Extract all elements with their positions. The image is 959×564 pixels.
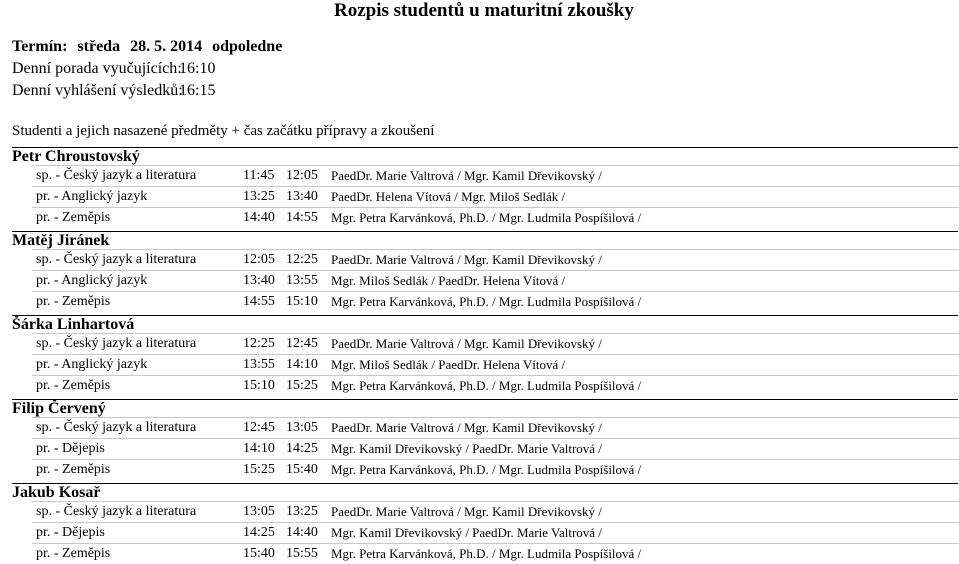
exam-term-day: středa [77, 38, 121, 55]
subject-name: pr. - Zeměpis [36, 210, 111, 225]
results-announcement-label: Denní vyhlášení výsledků: [12, 82, 183, 99]
prep-start-time: 12:25 [243, 336, 275, 351]
subject-row [0, 270, 959, 291]
subject-row [0, 207, 959, 228]
exam-term-row [12, 38, 282, 56]
committee-members: Mgr. Petra Karvánková, Ph.D. / Mgr. Ludmila Pospíšilová / [331, 546, 642, 561]
student-list [0, 144, 959, 564]
prep-start-time: 15:40 [243, 546, 275, 561]
subject-row [0, 459, 959, 480]
subject-row [0, 333, 959, 354]
committee-members: Mgr. Kamil Dřevikovský / PaedDr. Marie Valtrová / [331, 525, 602, 540]
committee-members: PaedDr. Marie Valtrová / Mgr. Kamil Dřevikovský / [331, 168, 602, 183]
student-name: Šárka Linhartová [12, 315, 958, 333]
exam-term-part-of-day: odpoledne [212, 38, 283, 55]
subject-name: pr. - Anglický jazyk [36, 189, 148, 204]
prep-start-time: 11:45 [243, 168, 275, 183]
prep-start-time: 14:25 [243, 525, 275, 540]
exam-start-time: 14:40 [286, 525, 318, 540]
subject-name: pr. - Zeměpis [36, 546, 111, 561]
subject-name: pr. - Dějepis [36, 525, 105, 540]
prep-start-time: 14:10 [243, 441, 275, 456]
exam-start-time: 12:05 [286, 168, 318, 183]
exam-start-time: 15:10 [286, 294, 318, 309]
student-block [0, 396, 959, 480]
subject-row [0, 165, 959, 186]
exam-start-time: 13:55 [286, 273, 318, 288]
prep-start-time: 13:55 [243, 357, 275, 372]
student-name: Filip Červený [12, 399, 958, 417]
exam-start-time: 15:55 [286, 546, 318, 561]
exam-start-time: 12:25 [286, 252, 318, 267]
student-name: Petr Chroustovský [12, 147, 958, 165]
subject-row [0, 354, 959, 375]
subject-name: pr. - Zeměpis [36, 294, 111, 309]
results-announcement-row [12, 82, 216, 100]
student-name: Jakub Kosař [12, 483, 958, 501]
subject-row [0, 522, 959, 543]
committee-members: Mgr. Petra Karvánková, Ph.D. / Mgr. Ludmila Pospíšilová / [331, 378, 642, 393]
teachers-meeting-row [12, 60, 216, 78]
subject-name: pr. - Anglický jazyk [36, 273, 148, 288]
committee-members: PaedDr. Marie Valtrová / Mgr. Kamil Dřevikovský / [331, 252, 602, 267]
teachers-meeting-label: Denní porada vyučujících: [12, 60, 182, 77]
committee-members: PaedDr. Marie Valtrová / Mgr. Kamil Dřevikovský / [331, 336, 602, 351]
subject-row [0, 417, 959, 438]
results-announcement-time: 16:15 [179, 82, 216, 99]
student-block [0, 144, 959, 228]
exam-start-time: 13:40 [286, 189, 318, 204]
exam-start-time: 15:25 [286, 378, 318, 393]
committee-members: PaedDr. Marie Valtrová / Mgr. Kamil Dřevikovský / [331, 420, 602, 435]
subject-name: pr. - Zeměpis [36, 462, 111, 477]
committee-members: Mgr. Kamil Dřevikovský / PaedDr. Marie Valtrová / [331, 441, 602, 456]
exam-start-time: 15:40 [286, 462, 318, 477]
subject-name: sp. - Český jazyk a literatura [36, 168, 197, 183]
subject-row [0, 501, 959, 522]
prep-start-time: 13:25 [243, 189, 275, 204]
prep-start-time: 13:05 [243, 504, 275, 519]
exam-term-date: 28. 5. 2014 [130, 38, 203, 55]
committee-members: Mgr. Petra Karvánková, Ph.D. / Mgr. Ludmila Pospíšilová / [331, 462, 642, 477]
committee-members: PaedDr. Helena Vítová / Mgr. Miloš Sedlák / [331, 189, 566, 204]
committee-members: PaedDr. Marie Valtrová / Mgr. Kamil Dřevikovský / [331, 504, 602, 519]
subject-row [0, 438, 959, 459]
prep-start-time: 15:10 [243, 378, 275, 393]
student-block [0, 312, 959, 396]
prep-start-time: 12:05 [243, 252, 275, 267]
subject-row [0, 543, 959, 564]
subject-row [0, 291, 959, 312]
prep-start-time: 13:40 [243, 273, 275, 288]
exam-start-time: 14:10 [286, 357, 318, 372]
subject-name: sp. - Český jazyk a literatura [36, 420, 197, 435]
prep-start-time: 12:45 [243, 420, 275, 435]
exam-start-time: 12:45 [286, 336, 318, 351]
exam-start-time: 14:55 [286, 210, 318, 225]
student-block [0, 228, 959, 312]
exam-start-time: 13:25 [286, 504, 318, 519]
subject-name: sp. - Český jazyk a literatura [36, 336, 197, 351]
exam-start-time: 13:05 [286, 420, 318, 435]
prep-start-time: 14:55 [243, 294, 275, 309]
subject-name: pr. - Zeměpis [36, 378, 111, 393]
committee-members: Mgr. Petra Karvánková, Ph.D. / Mgr. Ludmila Pospíšilová / [331, 294, 642, 309]
student-block [0, 480, 959, 564]
committee-members: Mgr. Miloš Sedlák / PaedDr. Helena Vítová / [331, 357, 566, 372]
committee-members: Mgr. Petra Karvánková, Ph.D. / Mgr. Ludmila Pospíšilová / [331, 210, 642, 225]
committee-members: Mgr. Miloš Sedlák / PaedDr. Helena Vítová / [331, 273, 566, 288]
subject-row [0, 186, 959, 207]
subject-row [0, 249, 959, 270]
prep-start-time: 14:40 [243, 210, 275, 225]
document-title: Rozpis studentů u maturitní zkoušky [334, 0, 634, 21]
student-name: Matěj Jiránek [12, 231, 958, 249]
subject-name: sp. - Český jazyk a literatura [36, 252, 197, 267]
subject-name: sp. - Český jazyk a literatura [36, 504, 197, 519]
exam-term-label: Termín: [12, 38, 68, 55]
subject-name: pr. - Anglický jazyk [36, 357, 148, 372]
exam-start-time: 14:25 [286, 441, 318, 456]
section-caption: Studenti a jejich nasazené předměty + čas začátku přípravy a zkoušení [12, 123, 435, 139]
subject-name: pr. - Dějepis [36, 441, 105, 456]
prep-start-time: 15:25 [243, 462, 275, 477]
subject-row [0, 375, 959, 396]
teachers-meeting-time: 16:10 [179, 60, 216, 77]
